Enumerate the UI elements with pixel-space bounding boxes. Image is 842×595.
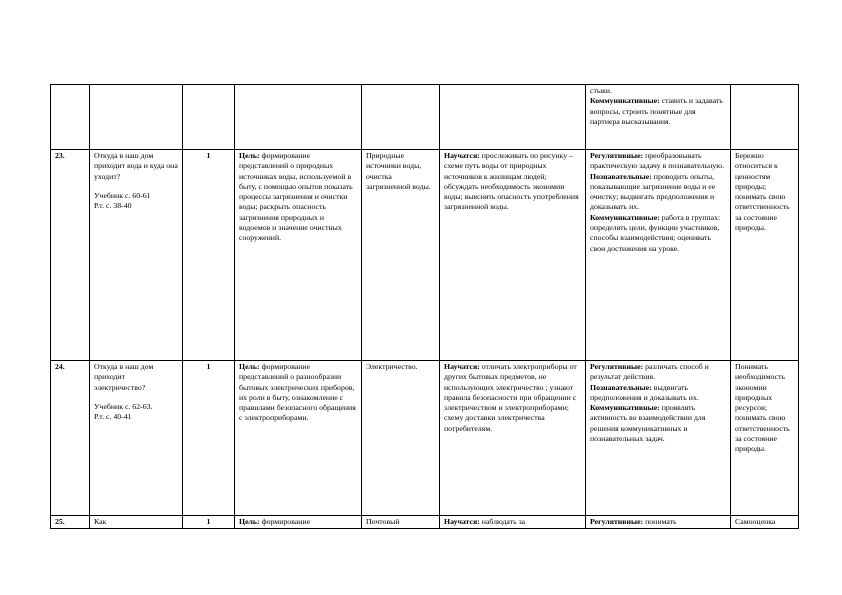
subject-results-cell: [440, 361, 586, 516]
topic-cell: [90, 150, 183, 361]
subject-results-text: наблюдать за: [479, 517, 526, 526]
subject-results-text: отличать электроприборы от других бытовых предметов, не использующих электричество ; узнают правила безопасности при обращении с электричеством и электроприборами; схему доставки электричества потребителям.: [444, 362, 577, 433]
lesson-plan-table: [50, 84, 799, 529]
metasubject-label: Коммуникативные:: [590, 212, 660, 222]
table-row: [51, 150, 799, 361]
textbook-reference: Учебник с. 62-63.: [94, 401, 153, 411]
metasubject-text: выдвигать предположения и доказывать их.: [590, 382, 699, 402]
metasubject-label: Регулятивные:: [590, 362, 644, 371]
topic-cell: [90, 361, 183, 516]
metasubject-cell: [586, 516, 731, 529]
lesson-number: 23.: [55, 151, 65, 160]
metasubject-item: [590, 403, 726, 444]
table-row: [51, 361, 799, 516]
personal-results-cell: [731, 150, 799, 361]
metasubject-item: [590, 172, 726, 213]
metasubject-text: понимать: [643, 517, 677, 526]
concepts-cell: [362, 85, 440, 150]
goal-label: Цель:: [239, 151, 260, 160]
textbook-reference: Р.т. с. 38-40: [94, 201, 132, 211]
lesson-hours: 1: [206, 517, 211, 526]
key-concepts: Электричество.: [366, 362, 418, 371]
metasubject-item: [590, 362, 726, 383]
metasubject-item: [590, 96, 726, 127]
metasubject-label: Регулятивные:: [590, 517, 644, 526]
concepts-cell: [362, 516, 440, 529]
goal-text: формирование представлений о разнообразии бытовых электрических приборов, их роли в быту, ознакомление с правилами безопасного обращения с электроприборами.: [239, 362, 356, 423]
personal-results-cell: [731, 361, 799, 516]
goal-cell: [235, 516, 362, 529]
personal-results-cell: [731, 85, 799, 150]
personal-results-text: Самооценка: [735, 517, 776, 526]
key-concepts: Природные источники воды, очистка загрязненной воды.: [366, 151, 431, 191]
table-body: [51, 85, 799, 529]
metasubject-label: Коммуникативные:: [590, 96, 660, 106]
lesson-number: 25.: [55, 517, 65, 526]
subject-results-text: прослеживать по рисунку – схеме путь воды от природных источников к жилищам людей; обсуждать необходимость экономии воды; выяснять опасность употребления загрязненной воды.: [444, 151, 579, 212]
metasubject-cell: [586, 361, 731, 516]
metasubject-item: [590, 86, 726, 96]
table-row: [51, 516, 799, 529]
textbook-reference: Р.т. с. 40-41: [94, 412, 132, 422]
lesson-hours: 1: [206, 362, 211, 371]
metasubject-item: [590, 213, 726, 254]
lesson-topic: Откуда в наш дом приходит электричество?: [94, 362, 154, 392]
personal-results-text: Понимать необходимость экономии природных ресурсов; понимать свою ответственность за состояние природы.: [735, 362, 790, 454]
goal-cell: [235, 361, 362, 516]
metasubject-text: ставить и задавать вопросы, строить понятные для партнера высказывания.: [590, 96, 723, 126]
goal-text: формирование представлений о природных источниках воды, используемой в быту, с помощью опытов показать процессы загрязнения и очистки воды; раскрыть опасность загрязнения природных и водоемов и значение очистных сооружений.: [239, 151, 353, 243]
metasubject-text: различать способ и результат действия.: [590, 362, 709, 382]
lesson-topic: Откуда в наш дом приходит вода и куда она уходит?: [94, 151, 178, 181]
subject-label: Научатся:: [444, 517, 480, 526]
goal-text: формирование: [259, 517, 311, 526]
textbook-reference: Учебник с. 60-61: [94, 190, 151, 200]
concepts-cell: [362, 150, 440, 361]
metasubject-cell: [586, 85, 731, 150]
lesson-number-cell: [51, 150, 90, 361]
metasubject-item: [590, 151, 726, 172]
lesson-topic: Как: [94, 517, 107, 526]
personal-results-cell: [731, 516, 799, 529]
topic-cell: [90, 85, 183, 150]
hours-cell: [183, 150, 235, 361]
lesson-number-cell: [51, 361, 90, 516]
goal-cell: [235, 150, 362, 361]
lesson-number-cell: [51, 85, 90, 150]
subject-label: Научатся:: [444, 362, 480, 371]
metasubject-text: работа в группах: определять цели, функции участников, способы взаимодействия; оценивать свои достижения на уроке.: [590, 212, 721, 253]
subject-results-cell: [440, 150, 586, 361]
topic-cell: [90, 516, 183, 529]
hours-cell: [183, 85, 235, 150]
lesson-number-cell: [51, 516, 90, 529]
goal-cell: [235, 85, 362, 150]
goal-label: Цель:: [239, 517, 260, 526]
metasubject-label: Коммуникативные:: [590, 403, 660, 413]
metasubject-item: [590, 383, 726, 404]
key-concepts: Почтовый: [366, 517, 400, 526]
metasubject-label: Познавательные:: [590, 382, 652, 392]
metasubject-label: Регулятивные:: [590, 151, 644, 160]
subject-label: Научатся:: [444, 151, 480, 160]
goal-label: Цель:: [239, 362, 260, 371]
subject-results-cell: [440, 516, 586, 529]
lesson-hours: 1: [206, 151, 211, 160]
metasubject-text: проявлять активность во взаимодействии для решения коммуникативных и познавательных задач.: [590, 403, 706, 443]
metasubject-item: [590, 517, 726, 527]
subject-results-cell: [440, 85, 586, 150]
metasubject-cell: [586, 150, 731, 361]
concepts-cell: [362, 361, 440, 516]
metasubject-label: Познавательные:: [590, 171, 652, 181]
lesson-number: 24.: [55, 362, 65, 371]
metasubject-text: стыки.: [590, 86, 613, 95]
personal-results-text: Бережно относиться к ценностям природы; понимать свою ответственность за состояние природы.: [735, 151, 790, 232]
hours-cell: [183, 516, 235, 529]
metasubject-text: проводить опыты, показывающие загрязнение воды и ее очистку; выдвигать предположения и доказывать их.: [590, 171, 716, 212]
hours-cell: [183, 361, 235, 516]
metasubject-text: преобразовывать практическую задачу в познавательную.: [590, 151, 725, 171]
table-row: [51, 85, 799, 150]
